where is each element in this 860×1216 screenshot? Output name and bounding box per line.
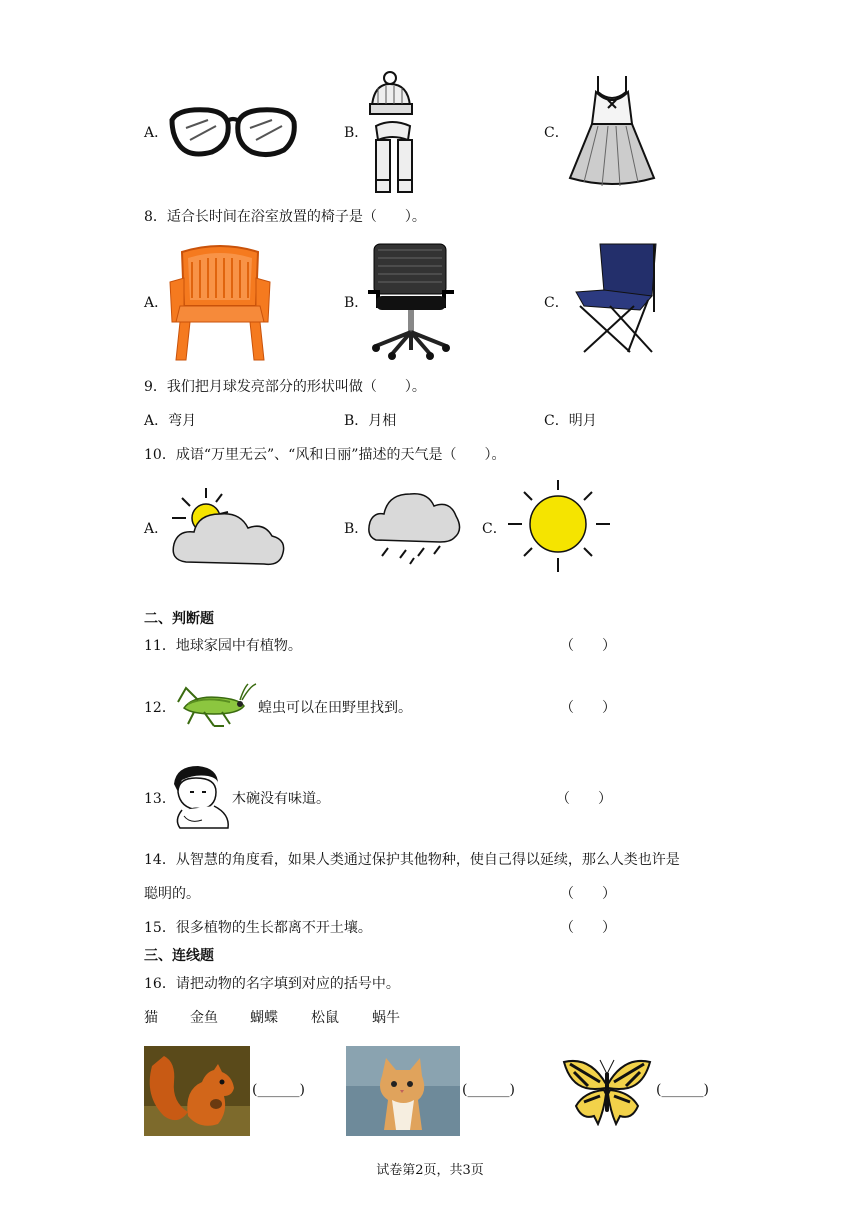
animal-name-cat: 猫 xyxy=(144,1010,158,1026)
dress-image xyxy=(568,74,656,188)
q7-option-b-label: B． xyxy=(344,125,369,141)
boy-smelling-bowl-image xyxy=(168,764,234,832)
squirrel-photo xyxy=(144,1046,250,1136)
q8-option-c-label: C． xyxy=(544,295,569,311)
question-15-text: 15．很多植物的生长都离不开土壤。 xyxy=(144,920,372,936)
q9-option-a: A．弯月 xyxy=(144,413,197,429)
question-9-stem: 9．我们把月球发亮部分的形状叫做（ ）。 xyxy=(144,379,426,395)
q7-option-c-label: C． xyxy=(544,125,569,141)
question-16-stem: 16．请把动物的名字填到对应的括号中。 xyxy=(144,976,400,992)
question-11-text: 11．地球家园中有植物。 xyxy=(144,638,302,654)
plastic-chair-image xyxy=(168,242,272,362)
question-10-stem: 10．成语“万里无云”、“风和日丽”描述的天气是（ ）。 xyxy=(144,447,506,463)
section-2-title: 二、判断题 xyxy=(144,611,214,627)
q9-option-b: B．月相 xyxy=(344,413,397,429)
question-14-line-2: 聪明的。 xyxy=(144,886,200,902)
sun-cloud-icon xyxy=(168,484,290,572)
cat-answer-blank[interactable]: (______) xyxy=(462,1082,515,1098)
butterfly-image xyxy=(560,1054,654,1126)
q10-option-b-label: B． xyxy=(344,521,369,537)
q8-option-b-label: B． xyxy=(344,295,369,311)
question-8-stem: 8．适合长时间在浴室放置的椅子是（ ）。 xyxy=(144,209,426,225)
q10-option-c-label: C． xyxy=(482,521,507,537)
animal-name-snail: 蜗牛 xyxy=(372,1010,400,1026)
q10-option-a-label: A． xyxy=(144,521,169,537)
question-12-number: 12． xyxy=(144,700,176,716)
animal-name-butterfly: 蝴蝶 xyxy=(250,1010,278,1026)
hat-scarf-image xyxy=(364,70,422,196)
rain-cloud-icon xyxy=(366,486,462,566)
grasshopper-image xyxy=(174,682,258,728)
glasses-image xyxy=(168,100,298,162)
question-13-text: 木碗没有味道。 xyxy=(232,791,330,807)
q11-answer-paren[interactable]: （ ） xyxy=(560,638,616,654)
squirrel-answer-blank[interactable]: (______) xyxy=(252,1082,305,1098)
q9-option-c: C．明月 xyxy=(544,413,597,429)
q15-answer-paren[interactable]: （ ） xyxy=(560,920,616,936)
q13-answer-paren[interactable]: （ ） xyxy=(556,791,612,807)
butterfly-answer-blank[interactable]: (______) xyxy=(656,1082,709,1098)
question-14-line-1: 14．从智慧的角度看，如果人类通过保护其他物种，使自己得以延续，那么人类也许是 xyxy=(144,852,680,868)
animal-name-goldfish: 金鱼 xyxy=(190,1010,218,1026)
q8-option-a-label: A． xyxy=(144,295,169,311)
question-13-number: 13． xyxy=(144,791,176,807)
page-footer: 试卷第2页，共3页 xyxy=(376,1163,484,1178)
folding-chair-image xyxy=(570,240,660,356)
cat-photo xyxy=(346,1046,460,1136)
q14-answer-paren[interactable]: （ ） xyxy=(560,886,616,902)
animal-name-squirrel: 松鼠 xyxy=(311,1010,339,1026)
section-3-title: 三、连线题 xyxy=(144,948,214,964)
q12-answer-paren[interactable]: （ ） xyxy=(560,700,616,716)
q7-option-a-label: A． xyxy=(144,125,169,141)
office-chair-image xyxy=(366,242,456,360)
question-12-text: 蝗虫可以在田野里找到。 xyxy=(258,700,412,716)
sun-icon xyxy=(506,478,612,576)
